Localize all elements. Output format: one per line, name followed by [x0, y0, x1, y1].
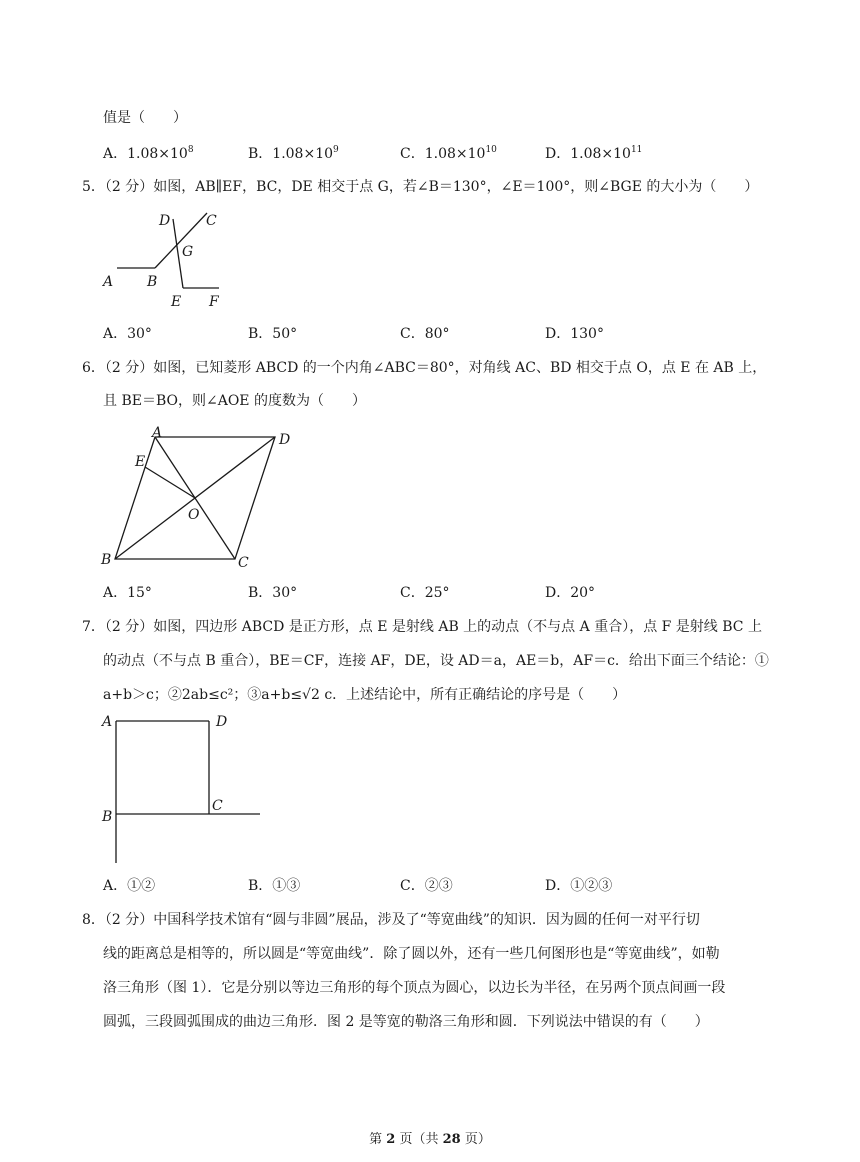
q7-figure: [95, 708, 270, 868]
q5-option-d: D．130°: [545, 326, 604, 342]
q6-label-o: O: [188, 507, 200, 523]
q4-option-a: A．$1.08\times 10^8$: [103, 145, 194, 162]
q5-label-c: C: [206, 213, 217, 229]
q5-label-a: A: [103, 274, 114, 290]
q6-option-b: B．30°: [248, 585, 298, 601]
q7-option-b: B．①③: [248, 878, 301, 894]
q8-line3: 洛三角形（图 1）．它是分别以等边三角形的每个顶点为圆心，以边长为半径，在另两个顶点间画一段: [103, 980, 726, 996]
q7-stem-line2: 的动点（不与点 B 重合），BE＝CF，连接 AF，DE，设 AD＝a，AE＝b，AF＝c．给出下面三个结论：①: [103, 653, 769, 669]
q7-label-a: A: [102, 714, 113, 730]
q4-stem-tail: 值是（ ）: [103, 110, 187, 126]
q7-stem-line1: 7．（2 分）如图，四边形 ABCD 是正方形，点 E 是射线 AB 上的动点（不与点 A 重合），点 F 是射线 BC 上: [82, 619, 762, 635]
q4-option-c: C．$1.08\times 10^{10}$: [400, 145, 497, 162]
q5-label-e: E: [171, 294, 182, 310]
q7-label-b: B: [102, 809, 113, 825]
q5-figure: [95, 205, 235, 310]
q6-option-a: A．15°: [103, 585, 152, 601]
q8-line4: 圆弧，三段圆弧围成的曲边三角形．图 2 是等宽的勒洛三角形和圆．下列说法中错误的有（ ）: [103, 1014, 709, 1030]
q7-option-a: A．①②: [103, 878, 156, 894]
q5-label-g: G: [182, 244, 194, 260]
q5-option-c: C．80°: [400, 326, 450, 342]
q6-stem-line2: 且 BE＝BO，则∠AOE 的度数为（ ）: [103, 393, 366, 409]
q4-option-d: D．$1.08\times 10^{11}$: [545, 145, 643, 162]
q6-figure: [95, 422, 305, 572]
footer-page-number: 2: [386, 1132, 396, 1147]
q6-label-e: E: [135, 454, 146, 470]
q5-option-b: B．50°: [248, 326, 298, 342]
q6-option-d: D．20°: [545, 585, 596, 601]
q5-stem: 5．（2 分）如图，AB∥EF，BC，DE 相交于点 G，若∠B＝130°，∠E＝100°，则∠BGE 的大小为（ ）: [82, 179, 759, 195]
q6-label-c: C: [238, 555, 249, 571]
q6-option-c: C．25°: [400, 585, 450, 601]
q8-line1: 8．（2 分）中国科学技术馆有“圆与非圆”展品，涉及了“等宽曲线”的知识．因为圆的任何一对平行切: [82, 912, 700, 928]
q5-label-b: B: [147, 274, 158, 290]
footer-total-pages: 28: [442, 1132, 461, 1147]
q6-segment-oe: [145, 467, 195, 498]
q6-label-a: A: [152, 425, 163, 441]
q7-option-d: D．①②③: [545, 878, 613, 894]
q8-line2: 线的距离总是相等的，所以圆是“等宽曲线”．除了圆以外，还有一些几何图形也是“等宽曲线”，如勒: [103, 946, 720, 962]
q4-option-b: B．$1.08\times 10^9$: [248, 145, 339, 162]
page-footer: 第 2 页（共 28 页）: [369, 1132, 491, 1147]
q6-stem-line1: 6．（2 分）如图，已知菱形 ABCD 的一个内角∠ABC＝80°，对角线 AC、BD 相交于点 O，点 E 在 AB 上，: [82, 360, 767, 376]
q5-option-a: A．30°: [103, 326, 152, 342]
q6-label-d: D: [279, 432, 291, 448]
q7-stem-line3: a+b＞c；②2ab≤c²；③a+b≤√2 c．上述结论中，所有正确结论的序号是（ ）: [103, 687, 627, 703]
q7-option-c: C．②③: [400, 878, 453, 894]
q7-label-c: C: [212, 798, 223, 814]
q6-label-b: B: [101, 552, 112, 568]
q5-label-f: F: [209, 294, 219, 310]
q5-label-d: D: [159, 213, 171, 229]
q7-label-d: D: [216, 714, 228, 730]
